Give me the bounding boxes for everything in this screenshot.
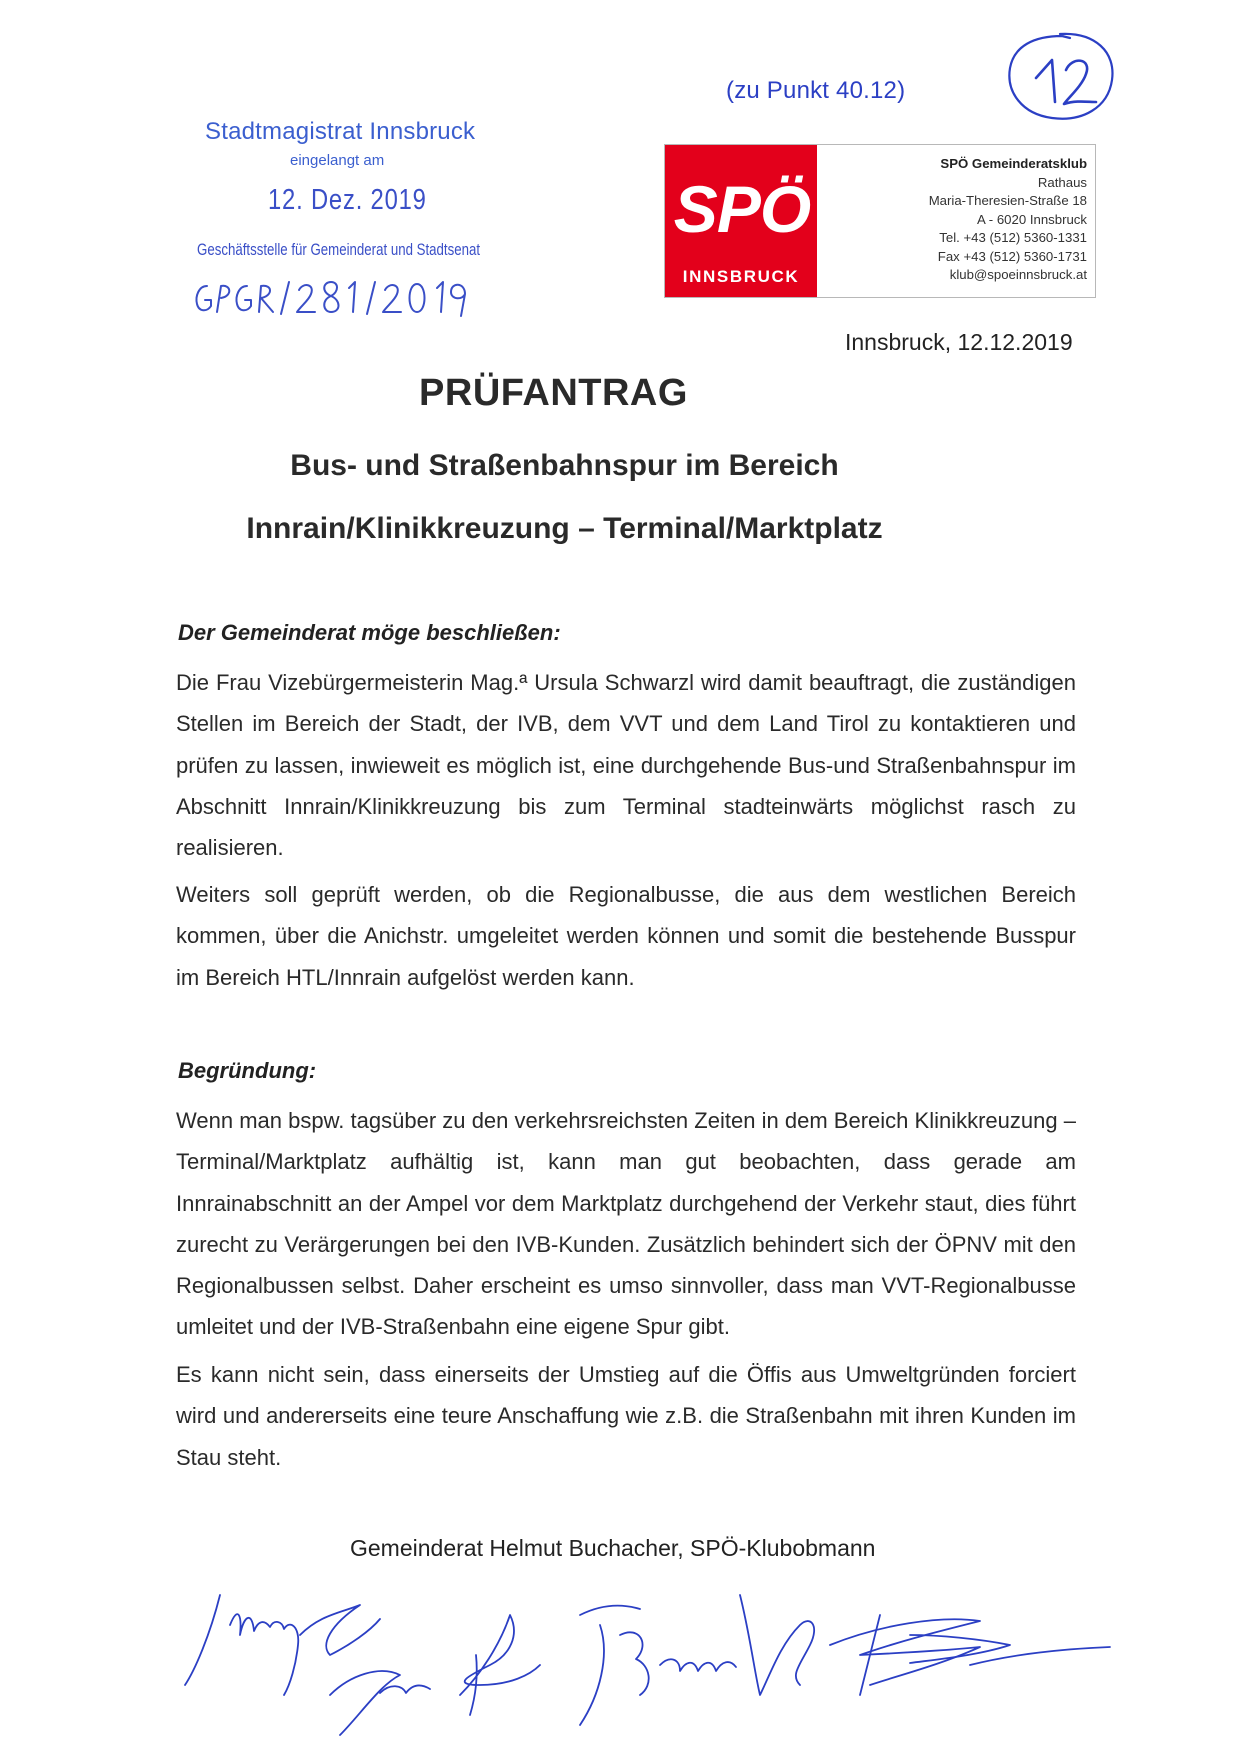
- reason-paragraph-2: Es kann nicht sein, dass einerseits der Umstieg auf die Öffis aus Umweltgründen forciert wird und andererseits eine teure Anschaffung wie z.B. die Straßenbahn mit ihren Kunden im Stau steht.: [176, 1362, 1076, 1470]
- address-line: Tel. +43 (512) 5360-1331: [939, 230, 1087, 245]
- stamp-received-label: eingelangt am: [290, 152, 385, 169]
- received-stamp: [185, 112, 515, 312]
- address-line: Maria-Theresien-Straße 18: [928, 193, 1087, 208]
- club-address: [929, 155, 1087, 285]
- subtitle-line1-text: Bus- und Straßenbahnspur im Bereich: [290, 449, 839, 482]
- document-subtitle-line2: [0, 512, 1247, 546]
- club-name: SPÖ Gemeinderatsklub: [940, 156, 1087, 171]
- handwritten-signatures: [180, 1575, 1160, 1745]
- motion-paragraph-1: Die Frau Vizebürgermeisterin Mag.ª Ursula Schwarzl wird damit beauftragt, die zuständigen Stellen im Bereich der Stadt, der IVB, dem VVT und dem Land Tirol zu kontaktieren und prüfen zu lassen, inwieweit es möglich ist, eine durchgehende Bus-und Straßenbahnspur im Abschnitt Innrain/Klinikkreuzung bis zum Terminal stadteinwärts möglichst rasch zu realisieren.: [176, 670, 1076, 861]
- logo-city-text: INNSBRUCK: [682, 267, 800, 286]
- circled-number-handwritten: [1000, 30, 1120, 125]
- handwritten-reference: [185, 272, 515, 320]
- logo-brand-text: SPÖ: [673, 172, 811, 246]
- address-line: Fax +43 (512) 5360-1731: [937, 248, 1087, 264]
- motion-heading: Der Gemeinderat möge beschließen:: [178, 620, 561, 645]
- reason-heading: Begründung:: [178, 1058, 317, 1083]
- reference-note: (zu Punkt 40.12): [726, 77, 906, 104]
- address-line: Rathaus: [1037, 174, 1087, 190]
- motion-paragraph-2: Weiters soll geprüft werden, ob die Regionalbusse, die aus dem westlichen Bereich kommen, über die Anichstr. umgeleitet werden können und somit die bestehende Busspur im Bereich HTL/Innrain aufgelöst werden kann.: [176, 882, 1076, 990]
- reason-paragraph-1: Wenn man bspw. tagsüber zu den verkehrsreichsten Zeiten in dem Bereich Klinikkreuzung – Terminal/Marktplatz aufhältig ist, kann man gut beobachten, dass gerade am Innrainabschnitt an der Ampel vor dem Marktplatz durchgehend der Verkehr staut, dies führt zurecht zu Verärgerungen bei den IVB-Kunden. Zusätzlich behindert sich der ÖPNV mit den Regionalbussen selbst. Daher erscheint es umso sinnvoller, dass man VVT-Regionalbusse umleitet und der IVB-Straßenbahn eine eigene Spur gibt.: [176, 1108, 1076, 1340]
- stamp-title: Stadtmagistrat Innsbruck: [205, 118, 476, 145]
- spoe-logo: [665, 145, 817, 297]
- address-line: klub@spoeinnsbruck.at: [949, 267, 1087, 282]
- document-title-text: PRÜFANTRAG: [419, 372, 688, 414]
- stamp-office: Geschäftsstelle für Gemeinderat und Stadtsenat: [197, 240, 481, 259]
- document-title: [0, 372, 1247, 415]
- document-subtitle-line1: [0, 449, 1247, 483]
- signatory: Gemeinderat Helmut Buchacher, SPÖ-Klubobmann: [350, 1535, 876, 1561]
- address-line: A - 6020 Innsbruck: [977, 211, 1087, 227]
- spoe-letterhead: [664, 144, 1096, 298]
- document-date: Innsbruck, 12.12.2019: [845, 329, 1073, 355]
- subtitle-line2-text: Innrain/Klinikkreuzung – Terminal/Marktplatz: [246, 512, 883, 545]
- stamp-received-date: 12. Dez. 2019: [268, 184, 427, 216]
